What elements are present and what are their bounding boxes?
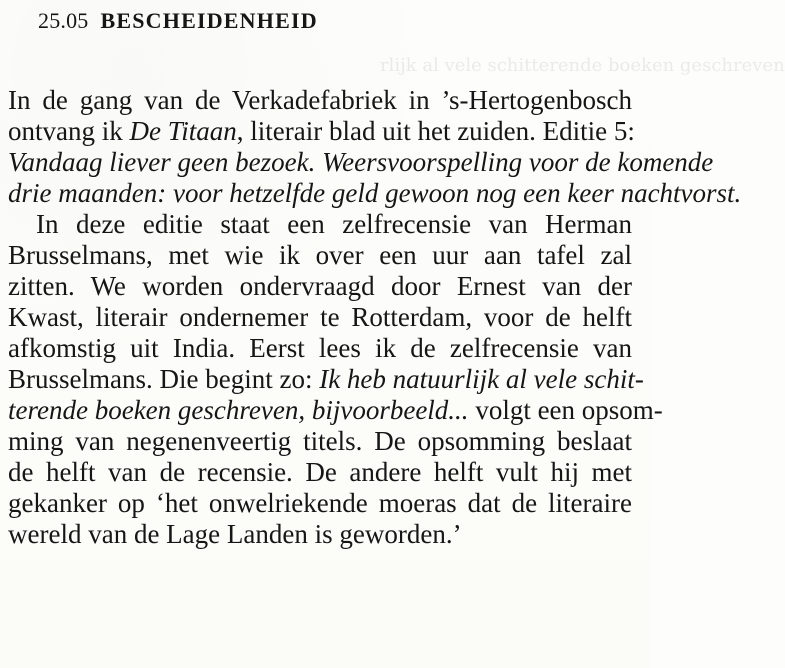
line-14-text: gekanker op ‘het onwelriekende moeras dat de literaire bbox=[8, 488, 632, 518]
paragraph-line-14 bbox=[8, 488, 632, 519]
body-text bbox=[8, 85, 742, 550]
paragraph-line-2 bbox=[8, 116, 635, 147]
line-2-text-end: , literair blad uit het zuiden. Editie 5: bbox=[236, 116, 635, 146]
paragraph-line-6 bbox=[8, 240, 632, 271]
paragraph-line-5 bbox=[8, 209, 632, 240]
line-5-text: In deze editie staat een zelfrecensie van Herman bbox=[36, 209, 632, 239]
line-12-text: ming van negenenveertig titels. De opsomming beslaat bbox=[8, 426, 632, 456]
line-10-text-start: Brusselmans. Die begint zo: bbox=[8, 364, 320, 394]
line-3-text: Vandaag liever geen bezoek. Weersvoorspelling voor de komende bbox=[8, 147, 714, 177]
line-13-text: de helft van de recensie. De andere helft vult hij met bbox=[8, 457, 632, 487]
paragraph-line-11 bbox=[8, 395, 663, 426]
paragraph-line-13 bbox=[8, 457, 632, 488]
paragraph-line-15 bbox=[8, 519, 632, 550]
paragraph-line-1 bbox=[8, 85, 632, 116]
line-11-text-end: volgt een opsom- bbox=[468, 395, 663, 425]
paragraph-line-7 bbox=[8, 271, 632, 302]
paragraph-line-12 bbox=[8, 426, 632, 457]
line-2-text-start: ontvang ik bbox=[8, 116, 130, 146]
line-15-text: wereld van de Lage Landen is geworden.’ bbox=[8, 519, 462, 549]
paragraph-line-3 bbox=[8, 147, 714, 178]
show-through-text bbox=[380, 55, 785, 76]
line-1-text: In de gang van de Verkadefabriek in ’s-Hertogenbosch bbox=[8, 85, 632, 115]
show-through-line: rlijk al vele schitterende boeken geschreven bbox=[380, 55, 785, 76]
line-6-text: Brusselmans, met wie ik over een uur aan tafel zal bbox=[8, 240, 632, 270]
paragraph-line-4 bbox=[8, 178, 742, 209]
line-9-text: afkomstig uit India. Eerst lees ik de zelfrecensie van bbox=[8, 333, 632, 363]
paragraph-line-9 bbox=[8, 333, 632, 364]
section-heading bbox=[38, 8, 318, 42]
paragraph-line-10 bbox=[8, 364, 644, 395]
line-4-text: drie maanden: voor hetzelfde geld gewoon nog een keer nachtvorst. bbox=[8, 178, 742, 208]
paragraph-line-8 bbox=[8, 302, 632, 333]
line-7-text: zitten. We worden ondervraagd door Ernest van der bbox=[8, 271, 632, 301]
section-title: BESCHEIDENHEID bbox=[100, 8, 318, 33]
section-number: 25.05 bbox=[38, 8, 89, 33]
line-10-italic-quote: Ik heb natuurlijk al vele schit- bbox=[319, 364, 644, 394]
line-2-italic-title: De Titaan bbox=[129, 116, 237, 146]
line-11-italic-quote: terende boeken geschreven, bijvoorbeeld... bbox=[8, 395, 469, 425]
line-8-text: Kwast, literair ondernemer te Rotterdam, voor de helft bbox=[8, 302, 632, 332]
